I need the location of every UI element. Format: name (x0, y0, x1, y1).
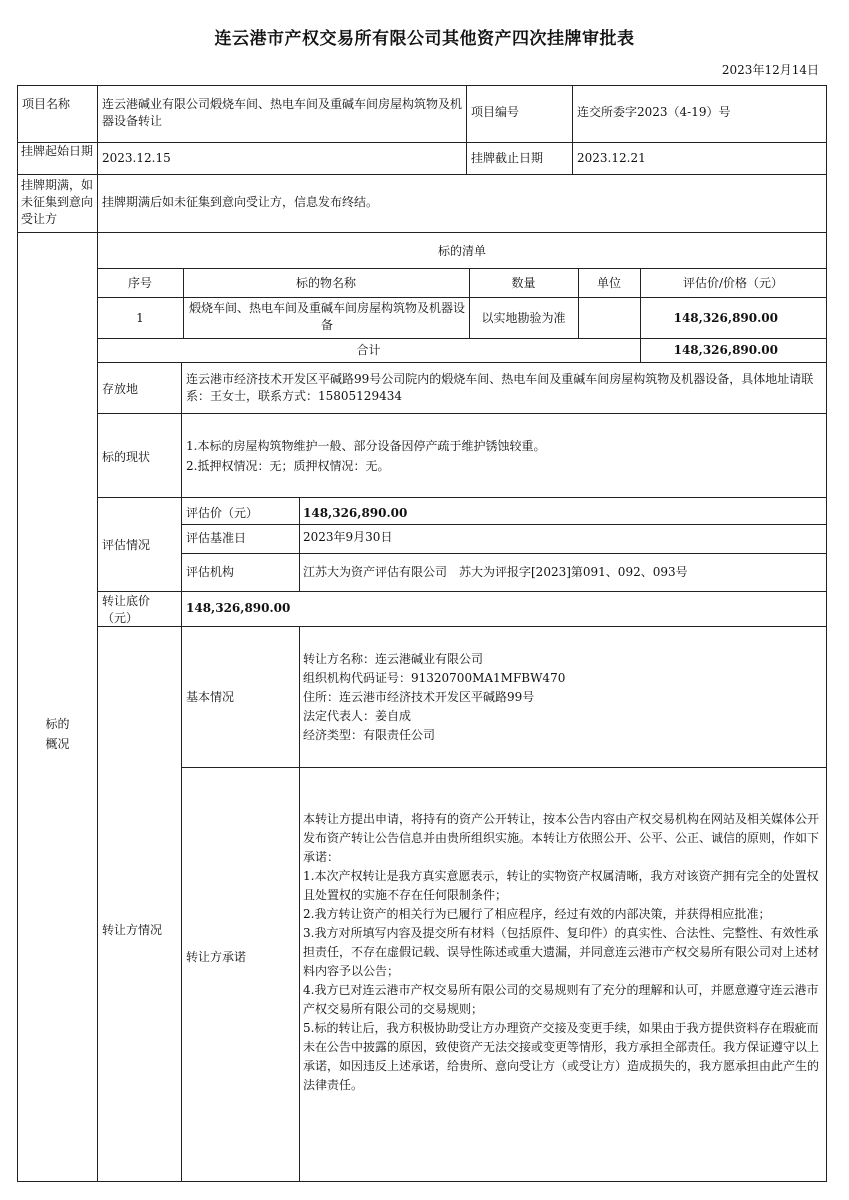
expire-label: 挂牌期满，如未征集到意向受让方 (21, 178, 94, 226)
row-divider (97, 362, 827, 363)
table-row-price: 148,326,890.00 (673, 311, 778, 325)
col-divider (572, 85, 573, 175)
start-date-value: 2023.12.15 (102, 151, 171, 165)
col-divider (466, 85, 467, 175)
table-header-unit: 单位 (596, 276, 621, 290)
reserve-label: 转让底价（元） (102, 594, 151, 625)
basic-info-line: 转让方名称：连云港碱业有限公司 (303, 652, 484, 666)
table-header-price: 评估价/价格（元） (682, 276, 784, 290)
eval-date-value: 2023年9月30日 (303, 530, 393, 544)
status-label: 标的现状 (102, 450, 151, 464)
status-line-1: 1.本标的房屋构筑物维护一般、部分设备因停产疏于维护锈蚀较重。 (186, 439, 546, 453)
promise-paragraph: 本转让方提出申请，将持有的资产公开转让，按本公告内容由产权交易机构在网站及相关媒体公开发布资产转让公告信息并由贵所组织实施。本转让方依照公开、公平、公正、诚信的原则，作如下承诺： (303, 812, 820, 864)
project-name-label: 项目名称 (22, 97, 71, 111)
status-line-2: 2.抵押权情况：无；质押权情况：无。 (186, 459, 390, 473)
table-border-left (17, 85, 18, 1182)
end-date-value: 2023.12.21 (577, 151, 646, 165)
table-row-qty: 以实地勘验为准 (481, 311, 566, 325)
promise-paragraph: 3.我方对所填写内容及提交所有材料（包括原件、复印件）的真实性、合法性、完整性、有效性承担责任，不存在虚假记载、误导性陈述或重大遗漏，并同意连云港市产权交易所有限公司对上述材料内容予以公告； (303, 926, 820, 978)
document-title: 连云港市产权交易所有限公司其他资产四次挂牌审批表 (214, 29, 635, 49)
basic-info-label: 基本情况 (186, 690, 235, 704)
reserve-value: 148,326,890.00 (186, 601, 291, 615)
row-divider (181, 553, 827, 554)
row-divider (97, 297, 827, 298)
eval-date-label: 评估基准日 (186, 531, 247, 545)
expire-text: 挂牌期满后如未征集到意向受让方，信息发布终结。 (102, 195, 379, 209)
eval-org-label: 评估机构 (186, 565, 235, 579)
promise-text (303, 810, 821, 1095)
promise-paragraph: 5.标的转让后，我方积极协助受让方办理资产交接及变更手续，如果由于我方提供资料存在瑕疵而未在公告中披露的原因，致使资产无法交接或变更等情形，我方承担全部责任。我方保证遵守以上承诺，如因违反上述承诺，给贵所、意向受让方（或受让方）造成损失的，我方愿承担由此产生的法律责任。 (303, 1021, 820, 1092)
eval-price-label: 评估价（元） (186, 506, 259, 520)
promise-paragraph: 2.我方转让资产的相关行为已履行了相应程序，经过有效的内部决策，并获得相应批准； (303, 907, 771, 921)
overview-side-label-1: 标的 (45, 717, 70, 731)
project-name-value: 连云港碱业有限公司煅烧车间、热电车间及重碱车间房屋构筑物及机器设备转让 (102, 97, 463, 128)
document-date: 2023年12月14日 (721, 63, 819, 77)
project-code-value: 连交所委字2023（4-19）号 (577, 105, 731, 119)
basic-info-line: 住所：连云港市经济技术开发区平碱路99号 (303, 690, 535, 704)
table-row-no: 1 (136, 311, 144, 325)
row-divider (17, 174, 827, 175)
end-date-label: 挂牌截止日期 (471, 151, 544, 165)
basic-info-line: 组织机构代码证号：91320700MA1MFBW470 (303, 671, 566, 685)
start-date-label: 挂牌起始日期 (21, 144, 94, 158)
storage-value: 连云港市经济技术开发区平碱路99号公司院内的煅烧车间、热电车间及重碱车间房屋构筑物及机器设备，具体地址请联系：王女士，联系方式：15805129434 (186, 372, 814, 403)
table-row-name: 煅烧车间、热电车间及重碱车间房屋构筑物及机器设备 (188, 301, 465, 332)
table-header-qty: 数量 (511, 276, 536, 290)
project-code-label: 项目编号 (471, 105, 520, 119)
table-border-bottom (17, 1181, 827, 1182)
transferor-label: 转让方情况 (102, 923, 163, 937)
promise-paragraph: 4.我方已对连云港市产权交易所有限公司的交易规则有了充分的理解和认可，并愿意遵守连云港市产权交易所有限公司的交易规则； (303, 983, 819, 1016)
row-divider (17, 142, 827, 143)
row-divider (97, 338, 827, 339)
total-value: 148,326,890.00 (673, 343, 778, 357)
list-title: 标的清单 (437, 244, 486, 258)
row-divider (97, 497, 827, 498)
row-divider (181, 767, 827, 768)
eval-price-value: 148,326,890.00 (303, 506, 408, 520)
eval-label: 评估情况 (102, 538, 151, 552)
col-divider (299, 497, 300, 592)
table-header-no: 序号 (127, 276, 152, 290)
storage-label: 存放地 (102, 382, 139, 396)
col-divider (299, 626, 300, 1182)
eval-org-value: 江苏大为资产评估有限公司 苏大为评报字[2023]第091、092、093号 (303, 565, 688, 579)
row-divider (97, 413, 827, 414)
promise-paragraph: 1.本次产权转让是我方真实意愿表示，转让的实物资产权属清晰，我方对该资产拥有完全的处置权且处置权的实施不存在任何限制条件； (303, 869, 819, 902)
promise-label: 转让方承诺 (186, 950, 247, 964)
table-header-name: 标的物名称 (295, 276, 356, 290)
basic-info-line: 经济类型：有限责任公司 (303, 728, 436, 742)
row-divider (17, 232, 827, 233)
col-divider (181, 362, 182, 1182)
basic-info-line: 法定代表人：姜自成 (303, 709, 412, 723)
row-divider (97, 591, 827, 592)
row-divider (181, 524, 827, 525)
table-border-top (17, 85, 827, 86)
row-divider (97, 626, 827, 627)
row-divider (97, 268, 827, 269)
overview-side-label-2: 概况 (45, 737, 70, 751)
total-label: 合计 (356, 343, 381, 357)
